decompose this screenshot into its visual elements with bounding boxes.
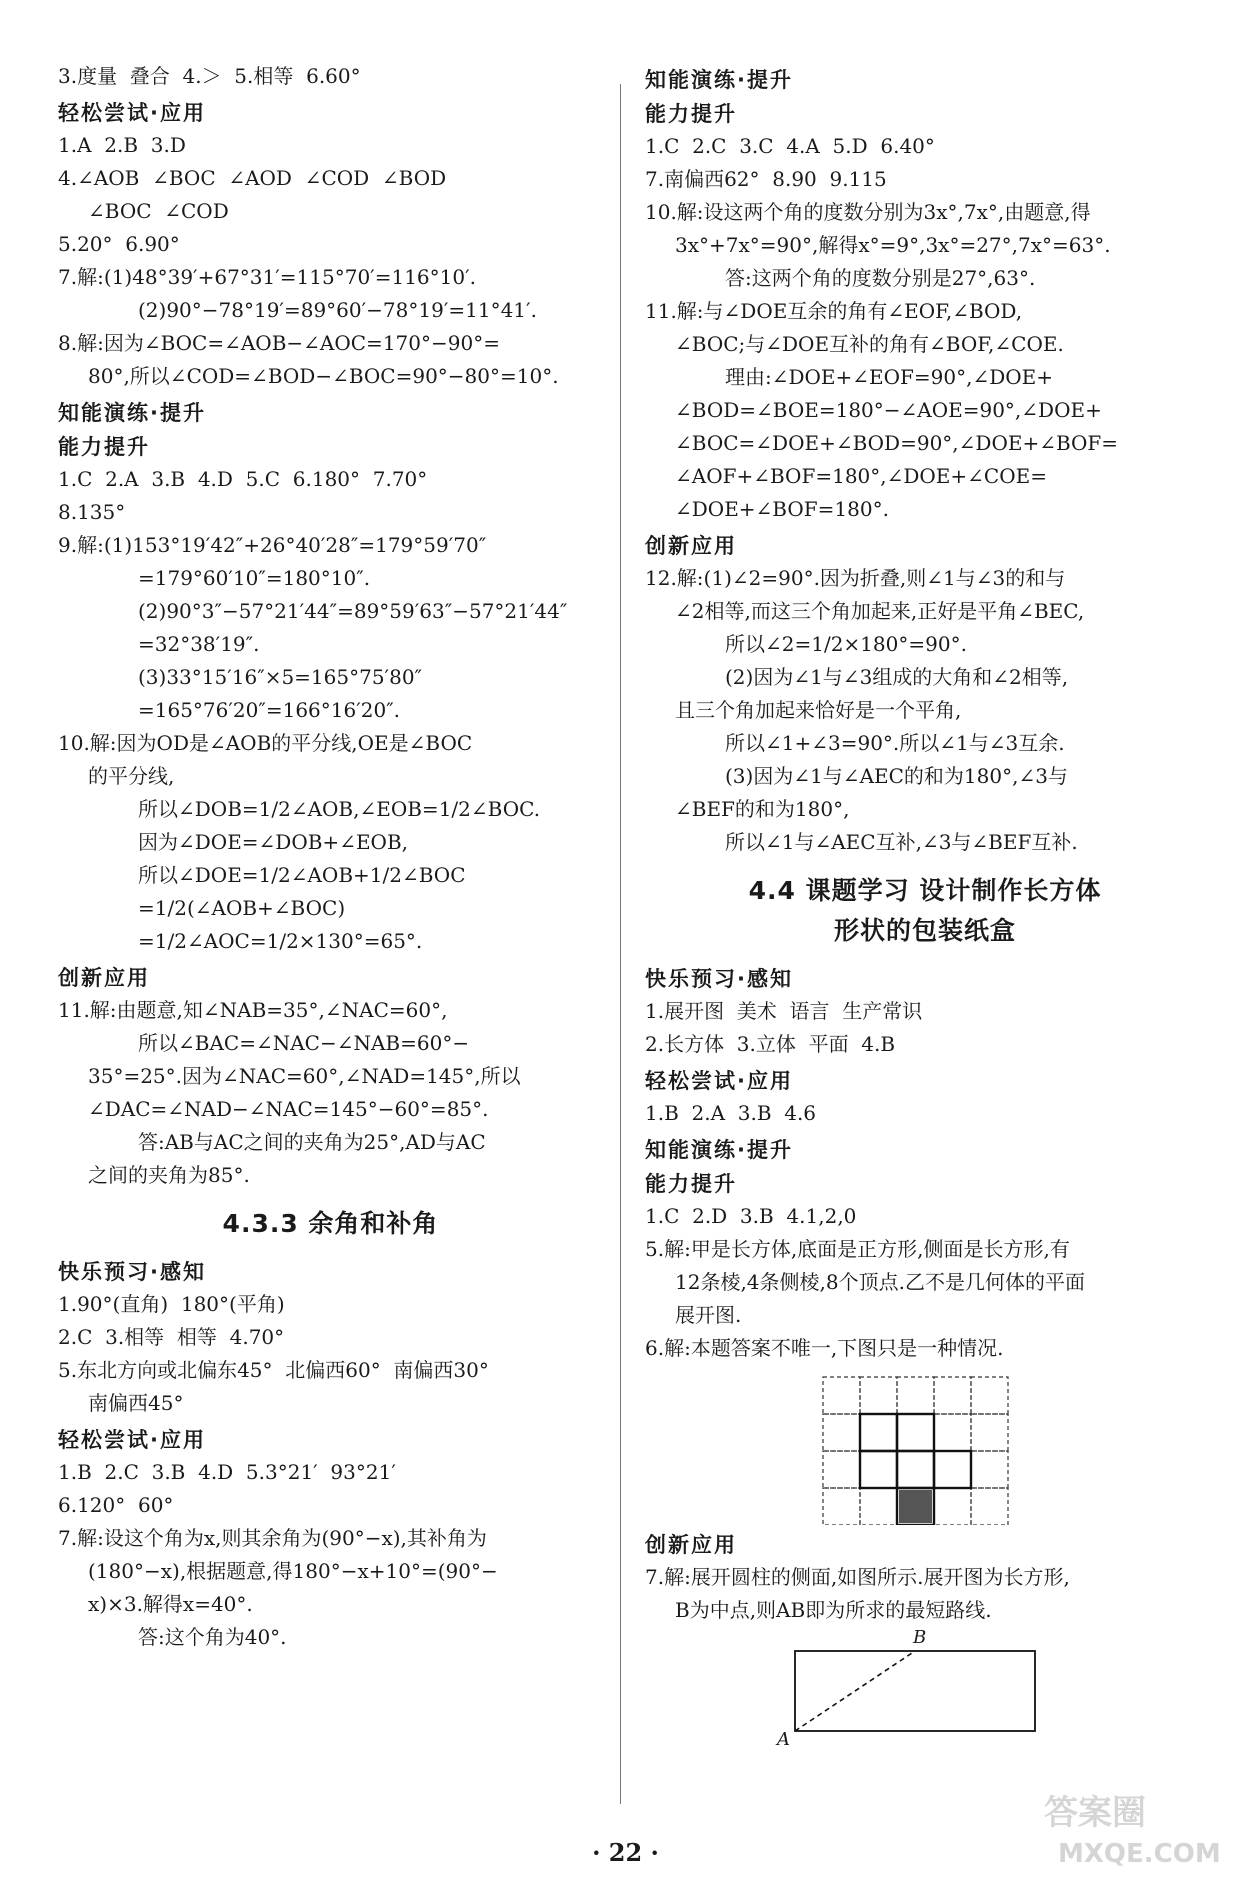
- cylinder-unfold-figure: [645, 1627, 1205, 1757]
- answer-line: 5.东北方向或北偏东45° 北偏西60° 南偏西30°: [58, 1358, 489, 1382]
- answer-line: ∠BOC;与∠DOE互补的角有∠BOF,∠COE.: [675, 332, 1064, 356]
- answer-line: (180°−x),根据题意,得180°−x+10°=(90°−: [88, 1559, 498, 1583]
- answer-line: 1.B 2.A 3.B 4.6: [645, 1101, 817, 1125]
- answer-line: 7.解:展开圆柱的侧面,如图所示.展开图为长方形,: [645, 1565, 1070, 1589]
- svg-text:答案圈: 答案圈: [1044, 1793, 1146, 1833]
- chapter-heading: 形状的包装纸盒: [833, 916, 1016, 945]
- answer-line: 展开图.: [675, 1303, 742, 1327]
- svg-text:MXQE.COM: MXQE.COM: [1058, 1839, 1221, 1869]
- answer-line: 11.解:由题意,知∠NAB=35°,∠NAC=60°,: [58, 998, 448, 1022]
- point-b-label: B: [913, 1627, 927, 1648]
- answer-line: 所以∠2=1/2×180°=90°.: [725, 632, 967, 656]
- answer-line: 35°=25°.因为∠NAC=60°,∠NAD=145°,所以: [88, 1064, 521, 1088]
- answer-line: 3.度量 叠合 4.＞ 5.相等 6.60°: [58, 64, 361, 88]
- answer-line: (3)因为∠1与∠AEC的和为180°,∠3与: [725, 764, 1068, 788]
- answer-line: x)×3.解得x=40°.: [88, 1592, 253, 1616]
- section-heading: 快乐预习·感知: [58, 1260, 206, 1284]
- answer-line: 5.20° 6.90°: [58, 232, 180, 256]
- answer-line: 1.C 2.D 3.B 4.1,2,0: [645, 1204, 857, 1228]
- answer-line: 10.解:设这两个角的度数分别为3x°,7x°,由题意,得: [645, 200, 1091, 224]
- answer-line: 10.解:因为OD是∠AOB的平分线,OE是∠BOC: [58, 731, 473, 755]
- answer-line: (2)因为∠1与∠3组成的大角和∠2相等,: [725, 665, 1069, 689]
- answer-line: =179°60′10″=180°10″.: [138, 566, 371, 590]
- answer-line: ∠DOE+∠BOF=180°.: [675, 497, 889, 521]
- answer-line: ∠BOD=∠BOE=180°−∠AOE=90°,∠DOE+: [675, 398, 1102, 422]
- answer-line: 12.解:(1)∠2=90°.因为折叠,则∠1与∠3的和与: [645, 566, 1066, 590]
- answer-line: 80°,所以∠COD=∠BOD−∠BOC=90°−80°=10°.: [88, 364, 559, 388]
- watermark-logo: [1038, 1784, 1233, 1869]
- answer-line: 所以∠1与∠AEC互补,∠3与∠BEF互补.: [725, 830, 1078, 854]
- answer-line: 答:AB与AC之间的夹角为25°,AD与AC: [138, 1130, 486, 1154]
- answer-line: ∠BEF的和为180°,: [675, 797, 850, 821]
- answer-line: ∠DAC=∠NAD−∠NAC=145°−60°=85°.: [88, 1097, 489, 1121]
- answer-line: =1/2∠AOC=1/2×130°=65°.: [138, 929, 423, 953]
- answer-line: 1.A 2.B 3.D: [58, 133, 186, 157]
- answer-line: 1.C 2.C 3.C 4.A 5.D 6.40°: [645, 134, 935, 158]
- answer-line: 因为∠DOE=∠DOB+∠EOB,: [138, 830, 408, 854]
- section-heading: 能力提升: [645, 102, 737, 126]
- answer-line: 1.展开图 美术 语言 生产常识: [645, 999, 923, 1023]
- section-heading: 快乐预习·感知: [645, 967, 793, 991]
- answer-line: 2.长方体 3.立体 平面 4.B: [645, 1032, 896, 1056]
- answer-line: 1.90°(直角) 180°(平角): [58, 1292, 285, 1316]
- section-heading: 能力提升: [58, 435, 150, 459]
- answer-line: 12条棱,4条侧棱,8个顶点.乙不是几何体的平面: [675, 1270, 1085, 1294]
- answer-line: (2)90°−78°19′=89°60′−78°19′=11°41′.: [138, 298, 537, 322]
- section-heading: 知能演练·提升: [58, 401, 206, 425]
- chapter-heading: 4.4 课题学习 设计制作长方体: [748, 876, 1102, 905]
- answer-line: =165°76′20″=166°16′20″.: [138, 698, 401, 722]
- answer-line: 6.120° 60°: [58, 1493, 174, 1517]
- answer-line: 8.解:因为∠BOC=∠AOB−∠AOC=170°−90°=: [58, 331, 500, 355]
- answer-line: 7.南偏西62° 8.90 9.115: [645, 167, 887, 191]
- section-heading: 知能演练·提升: [645, 1138, 793, 1162]
- answer-line: ∠AOF+∠BOF=180°,∠DOE+∠COE=: [675, 464, 1047, 488]
- answer-line: 南偏西45°: [88, 1391, 184, 1415]
- answer-line: 1.B 2.C 3.B 4.D 5.3°21′ 93°21′: [58, 1460, 396, 1484]
- point-a-label: A: [777, 1729, 790, 1750]
- answer-line: (2)90°3″−57°21′44″=89°59′63″−57°21′44″: [138, 599, 568, 623]
- answer-line: 所以∠BAC=∠NAC−∠NAB=60°−: [138, 1031, 470, 1055]
- answer-line: 3x°+7x°=90°,解得x°=9°,3x°=27°,7x°=63°.: [675, 233, 1111, 257]
- answer-line: 9.解:(1)153°19′42″+26°40′28″=179°59′70″: [58, 533, 487, 557]
- answer-line: 且三个角加起来恰好是一个平角,: [675, 698, 962, 722]
- answer-line: 的平分线,: [88, 764, 175, 788]
- answer-line: 2.C 3.相等 相等 4.70°: [58, 1325, 285, 1349]
- answer-line: ∠BOC ∠COD: [88, 199, 229, 223]
- section-heading: 创新应用: [58, 966, 150, 990]
- right-column: [645, 60, 1205, 1757]
- answer-line: 答:这两个角的度数分别是27°,63°.: [725, 266, 1036, 290]
- answer-line: 理由:∠DOE+∠EOF=90°,∠DOE+: [725, 365, 1054, 389]
- answer-line: 答:这个角为40°.: [138, 1625, 287, 1649]
- answer-line: 6.解:本题答案不唯一,下图只是一种情况.: [645, 1336, 1004, 1360]
- answer-line: 所以∠DOE=1/2∠AOB+1/2∠BOC: [138, 863, 466, 887]
- answer-line: 5.解:甲是长方体,底面是正方形,侧面是长方形,有: [645, 1237, 1070, 1261]
- chapter-heading: 4.3.3 余角和补角: [222, 1209, 439, 1238]
- answer-line: 8.135°: [58, 500, 126, 524]
- answer-line: 4.∠AOB ∠BOC ∠AOD ∠COD ∠BOD: [58, 166, 447, 190]
- page-number: · 22 ·: [592, 1838, 659, 1867]
- section-heading: 轻松尝试·应用: [58, 101, 206, 125]
- answer-line: =32°38′19″.: [138, 632, 260, 656]
- answer-line: 7.解:(1)48°39′+67°31′=115°70′=116°10′.: [58, 265, 476, 289]
- answer-line: =1/2(∠AOB+∠BOC): [138, 896, 346, 920]
- answer-line: 所以∠DOB=1/2∠AOB,∠EOB=1/2∠BOC.: [138, 797, 541, 821]
- section-heading: 创新应用: [645, 534, 737, 558]
- left-column: [58, 60, 603, 1654]
- section-heading: 创新应用: [645, 1533, 737, 1557]
- answer-line: ∠BOC=∠DOE+∠BOD=90°,∠DOE+∠BOF=: [675, 431, 1119, 455]
- section-heading: 知能演练·提升: [645, 68, 793, 92]
- answer-line: 之间的夹角为85°.: [88, 1163, 250, 1187]
- answer-line: 所以∠1+∠3=90°.所以∠1与∠3互余.: [725, 731, 1065, 755]
- answer-line: 7.解:设这个角为x,则其余角为(90°−x),其补角为: [58, 1526, 487, 1550]
- answer-line: 11.解:与∠DOE互余的角有∠EOF,∠BOD,: [645, 299, 1023, 323]
- answer-line: 1.C 2.A 3.B 4.D 5.C 6.180° 7.70°: [58, 467, 428, 491]
- column-divider: [620, 84, 621, 1804]
- answer-line: (3)33°15′16″×5=165°75′80″: [138, 665, 423, 689]
- answer-line: B为中点,则AB即为所求的最短路线.: [675, 1598, 992, 1622]
- section-heading: 能力提升: [645, 1172, 737, 1196]
- net-figure: [645, 1365, 1205, 1525]
- section-heading: 轻松尝试·应用: [58, 1428, 206, 1452]
- section-heading: 轻松尝试·应用: [645, 1069, 793, 1093]
- answer-line: ∠2相等,而这三个角加起来,正好是平角∠BEC,: [675, 599, 1085, 623]
